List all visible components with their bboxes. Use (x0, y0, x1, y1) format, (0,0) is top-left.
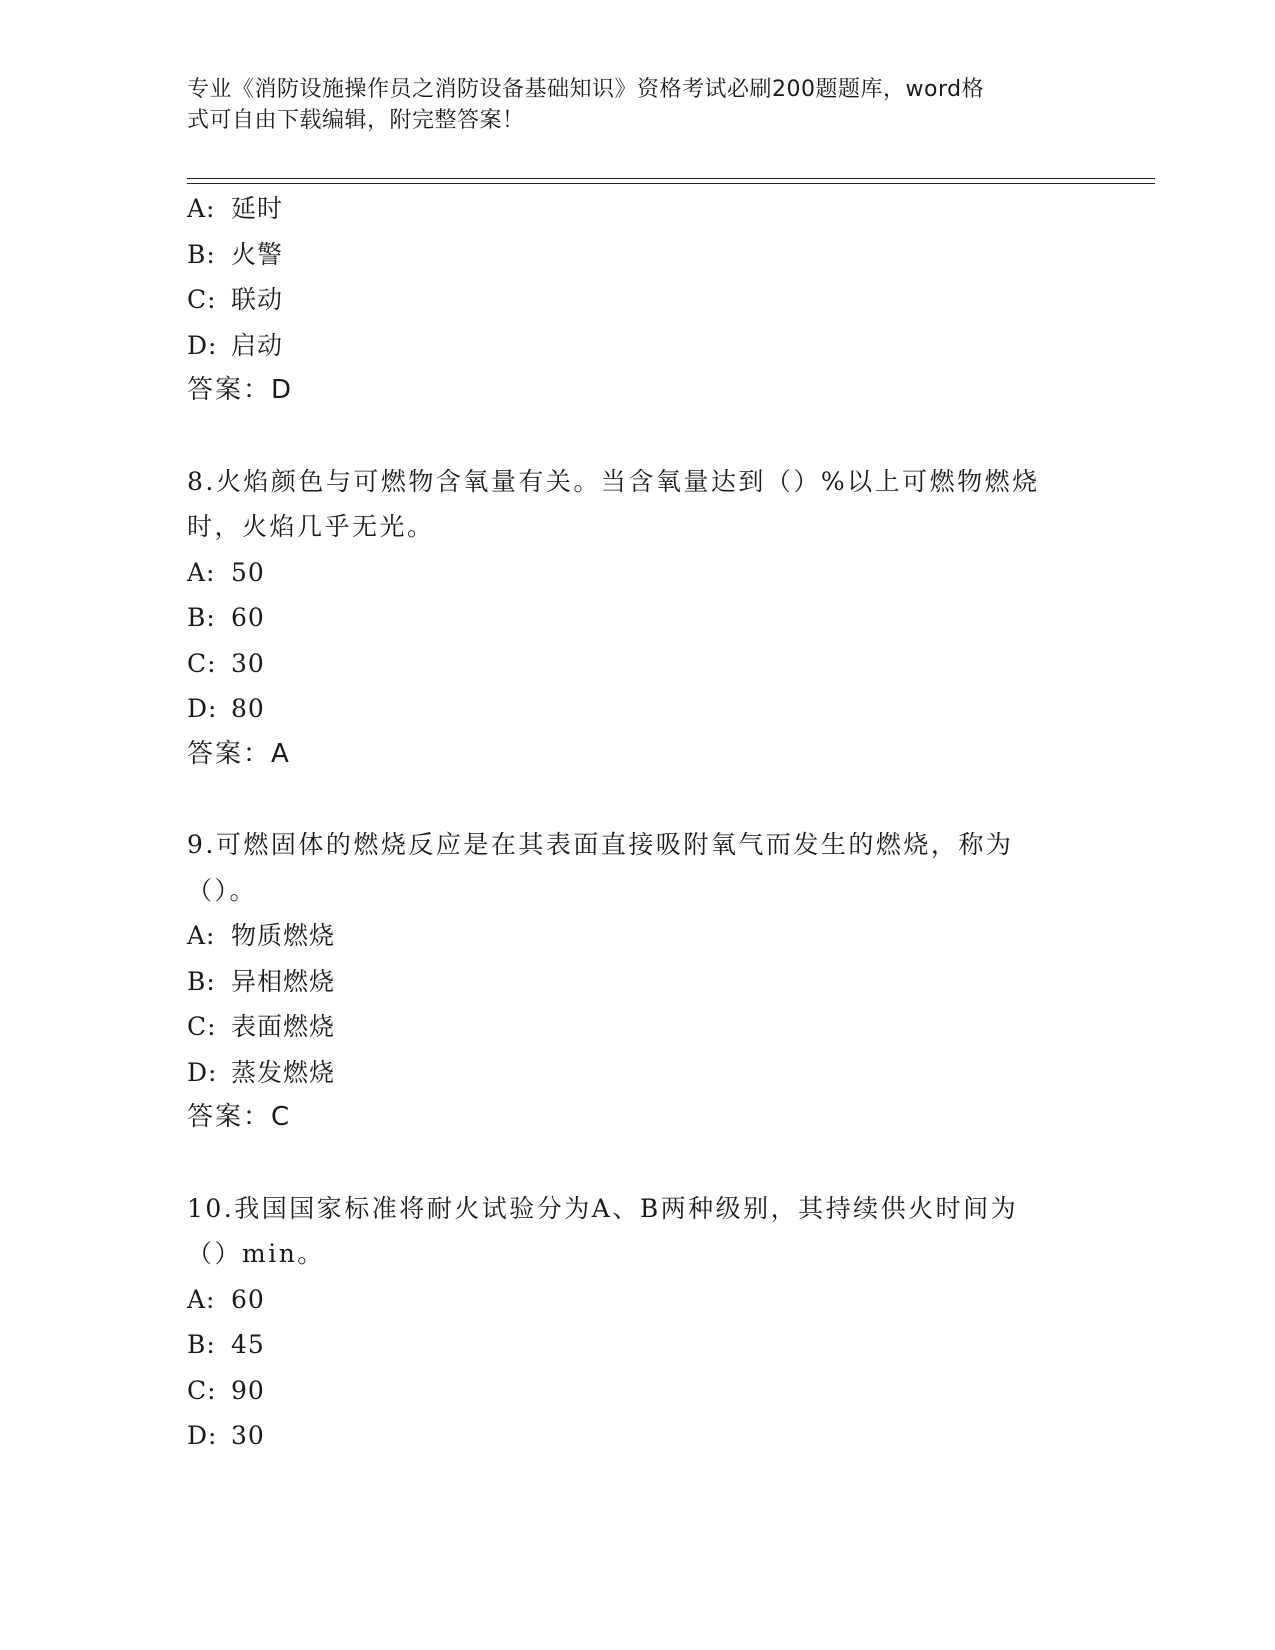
header-line-1: 专业《消防设施操作员之消防设备基础知识》资格考试必刷200题题库，word格 (187, 77, 985, 102)
question-block-9 (187, 822, 1087, 1141)
option-a (187, 913, 1087, 959)
option-letter: C: (187, 285, 217, 314)
option-c (187, 1004, 1087, 1050)
question-block-10 (187, 1186, 1087, 1459)
question-block-8 (187, 459, 1087, 778)
option-c (187, 277, 1087, 323)
option-text: 50 (231, 557, 265, 587)
option-c (187, 1368, 1087, 1414)
option-letter: B: (187, 603, 216, 632)
spacer (187, 777, 1087, 822)
answer-line: 答案：D (187, 375, 294, 405)
header-rule-bottom (187, 183, 1155, 184)
option-text: 火警 (231, 239, 284, 269)
question-stem (187, 459, 1087, 550)
option-text: 异相燃烧 (231, 966, 336, 996)
header-rule-top (187, 178, 1155, 179)
option-letter: C: (187, 648, 217, 678)
option-letter: D: (187, 330, 218, 360)
option-text: 联动 (231, 285, 284, 314)
option-b (187, 232, 1087, 278)
option-letter: A: (187, 557, 216, 587)
option-b (187, 595, 1087, 641)
option-d (187, 1050, 1087, 1096)
option-letter: D: (187, 694, 218, 723)
option-text: 物质燃烧 (231, 921, 336, 950)
option-letter: A: (187, 194, 216, 223)
spacer (187, 1141, 1087, 1186)
option-letter: A: (187, 921, 216, 950)
option-letter: D: (187, 1421, 218, 1450)
option-d (187, 686, 1087, 732)
option-letter: B: (187, 966, 216, 996)
option-a (187, 1277, 1087, 1323)
question-stem (187, 822, 1087, 913)
option-text: 80 (231, 694, 265, 723)
option-letter: C: (187, 1375, 217, 1405)
question-stem-line-2: （）min。 (187, 1239, 325, 1268)
option-text: 蒸发燃烧 (231, 1057, 336, 1087)
document-header (187, 74, 1067, 136)
option-a (187, 550, 1087, 596)
option-b (187, 1322, 1087, 1368)
option-text: 表面燃烧 (231, 1012, 336, 1041)
option-letter: A: (187, 1284, 216, 1314)
option-d (187, 323, 1087, 369)
answer-line: 答案：C (187, 1102, 292, 1132)
option-text: 30 (231, 648, 265, 678)
question-stem-line-1: 8.火焰颜色与可燃物含氧量有关。当含氧量达到（）%以上可燃物燃烧 (187, 466, 1040, 496)
question-stem-line-2: （）。 (187, 875, 258, 905)
option-letter: B: (187, 239, 216, 269)
question-stem-line-2: 时，火焰几乎无光。 (187, 512, 435, 541)
option-d (187, 1413, 1087, 1459)
option-letter: D: (187, 1057, 218, 1087)
option-text: 启动 (231, 330, 284, 360)
option-letter: C: (187, 1012, 217, 1041)
option-text: 30 (231, 1421, 265, 1450)
question-stem-line-1: 10.我国国家标准将耐火试验分为A、B两种级别，其持续供火时间为 (187, 1193, 1019, 1223)
question-stem-line-1: 9.可燃固体的燃烧反应是在其表面直接吸附氧气而发生的燃烧，称为 (187, 830, 1014, 859)
option-letter: B: (187, 1330, 216, 1359)
question-list (187, 186, 1087, 1459)
option-text: 90 (231, 1375, 265, 1405)
header-line-2: 式可自由下载编辑，附完整答案！ (187, 108, 525, 133)
option-text: 60 (231, 603, 265, 632)
answer-line: 答案：A (187, 738, 291, 769)
question-stem (187, 1186, 1087, 1277)
option-b (187, 959, 1087, 1005)
option-text: 延时 (231, 194, 284, 223)
spacer (187, 414, 1087, 459)
option-text: 60 (231, 1284, 265, 1314)
option-a (187, 186, 1087, 232)
question-block-7 (187, 186, 1087, 414)
option-c (187, 641, 1087, 687)
option-text: 45 (231, 1330, 265, 1359)
